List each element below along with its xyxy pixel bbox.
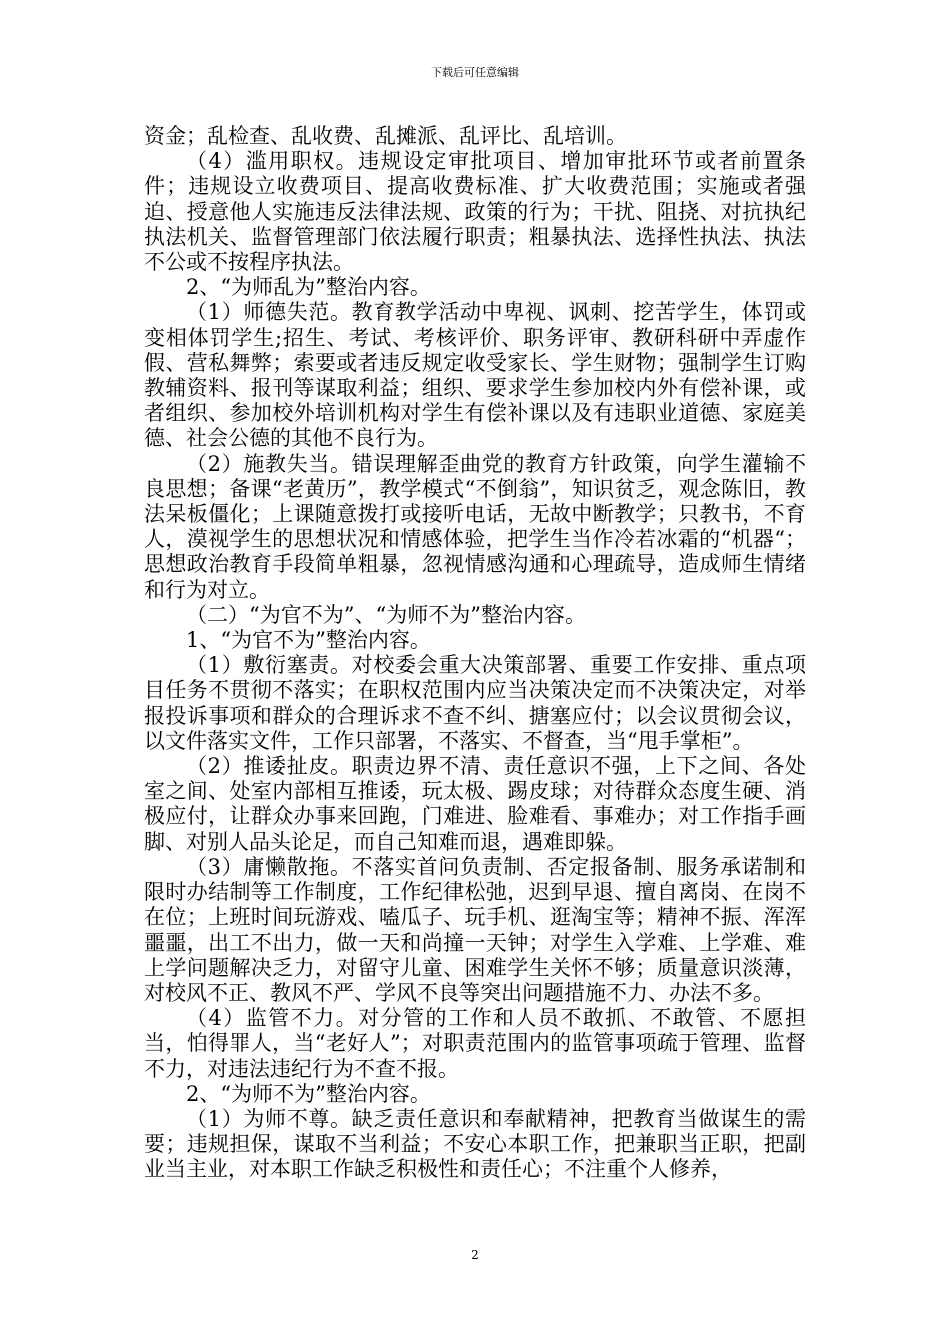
paragraph-5: （2）施教失当。错误理解歪曲党的教育方针政策，向学生灌输不良思想；备课“老黄历”，教学模式“不倒翁”，知识贫乏，观念陈旧，教法呆板僵化；上课随意拨打或接听电话，无故中断教学；只教书，不育人，漠视学生的思想状况和情感体验，把学生当作冷若冰霜的“机器“；思想政治教育手段简单粗暴，忽视情感沟通和心理疏导，造成师生情绪和行为对立。 [144,451,806,602]
page-header: 下载后可任意编辑 [431,66,519,79]
page-number: 2 [471,1248,479,1262]
paragraph-11: （4）监管不力。对分管的工作和人员不敢抓、不敢管、不愿担当，怕得罪人，当“老好人”；对职责范围内的监管事项疏于管理、监督不力，对违法违纪行为不查不报。 [144,1006,806,1081]
paragraph-2: （4）滥用职权。违规设定审批项目、增加审批环节或者前置条件；违规设立收费项目、提高收费标准、扩大收费范围；实施或者强迫、授意他人实施违反法律法规、政策的行为；干扰、阻挠、对抗执纪执法机关、监督管理部门依法履行职责；粗暴执法、选择性执法、执法不公或不按程序执法。 [144,149,806,275]
paragraph-1: 资金；乱检查、乱收费、乱摊派、乱评比、乱培训。 [144,124,627,148]
paragraph-9: （2）推诿扯皮。职责边界不清、责任意识不强，上下之间、各处室之间、处室内部相互推诿，玩太极、踢皮球；对待群众态度生硬、消极应付，让群众办事来回跑，门难进、脸难看、事难办；对工作指手画脚、对别人品头论足，而自己知难而退，遇难即躲。 [144,754,806,854]
paragraph-8: （1）敷衍塞责。对校委会重大决策部署、重要工作安排、重点项目任务不贯彻不落实；在职权范围内应当决策决定而不决策决定，对举报投诉事项和群众的合理诉求不查不纠、搪塞应付；以会议贯彻会议，以文件落实文件，工作只部署，不落实、不督查，当“甩手掌柜”。 [144,653,806,753]
document-body [144,124,806,1183]
paragraph-3: 2、“为师乱为”整治内容。 [186,275,431,300]
paragraph-6: （二）“为官不为”、“为师不为”整治内容。 [186,602,586,627]
paragraph-13: （1）为师不尊。缺乏责任意识和奉献精神，把教育当做谋生的需要；违规担保，谋取不当利益；不安心本职工作，把兼职当正职，把副业当主业，对本职工作缺乏积极性和责任心；不注重个人修养， [144,1106,806,1182]
paragraph-7: 1、“为官不为”整治内容。 [186,628,431,653]
paragraph-10: （3）庸懒散拖。不落实首问负责制、否定报备制、服务承诺制和限时办结制等工作制度，工作纪律松弛，迟到早退、擅自离岗、在岗不在位；上班时间玩游戏、嗑瓜子、玩手机、逛淘宝等；精神不振、浑浑噩噩，出工不出力，做一天和尚撞一天钟；对学生入学难、上学难、难上学问题解决乏力，对留守儿童、困难学生关怀不够；质量意识淡薄，对校风不正、教风不严、学风不良等突出问题措施不力、办法不多。 [144,854,806,1005]
paragraph-4: （1）师德失范。教育教学活动中卑视、讽刺、挖苦学生，体罚或变相体罚学生;招生、考试、考核评价、职务评审、教研科研中弄虚作假、营私舞弊；索要或者违反规定收受家长、学生财物；强制学生订购教辅资料、报刊等谋取利益；组织、要求学生参加校内外有偿补课，或者组织、参加校外培训机构对学生有偿补课以及有违职业道德、家庭美德、社会公德的其他不良行为。 [144,300,806,451]
paragraph-12: 2、“为师不为”整治内容。 [186,1081,431,1106]
